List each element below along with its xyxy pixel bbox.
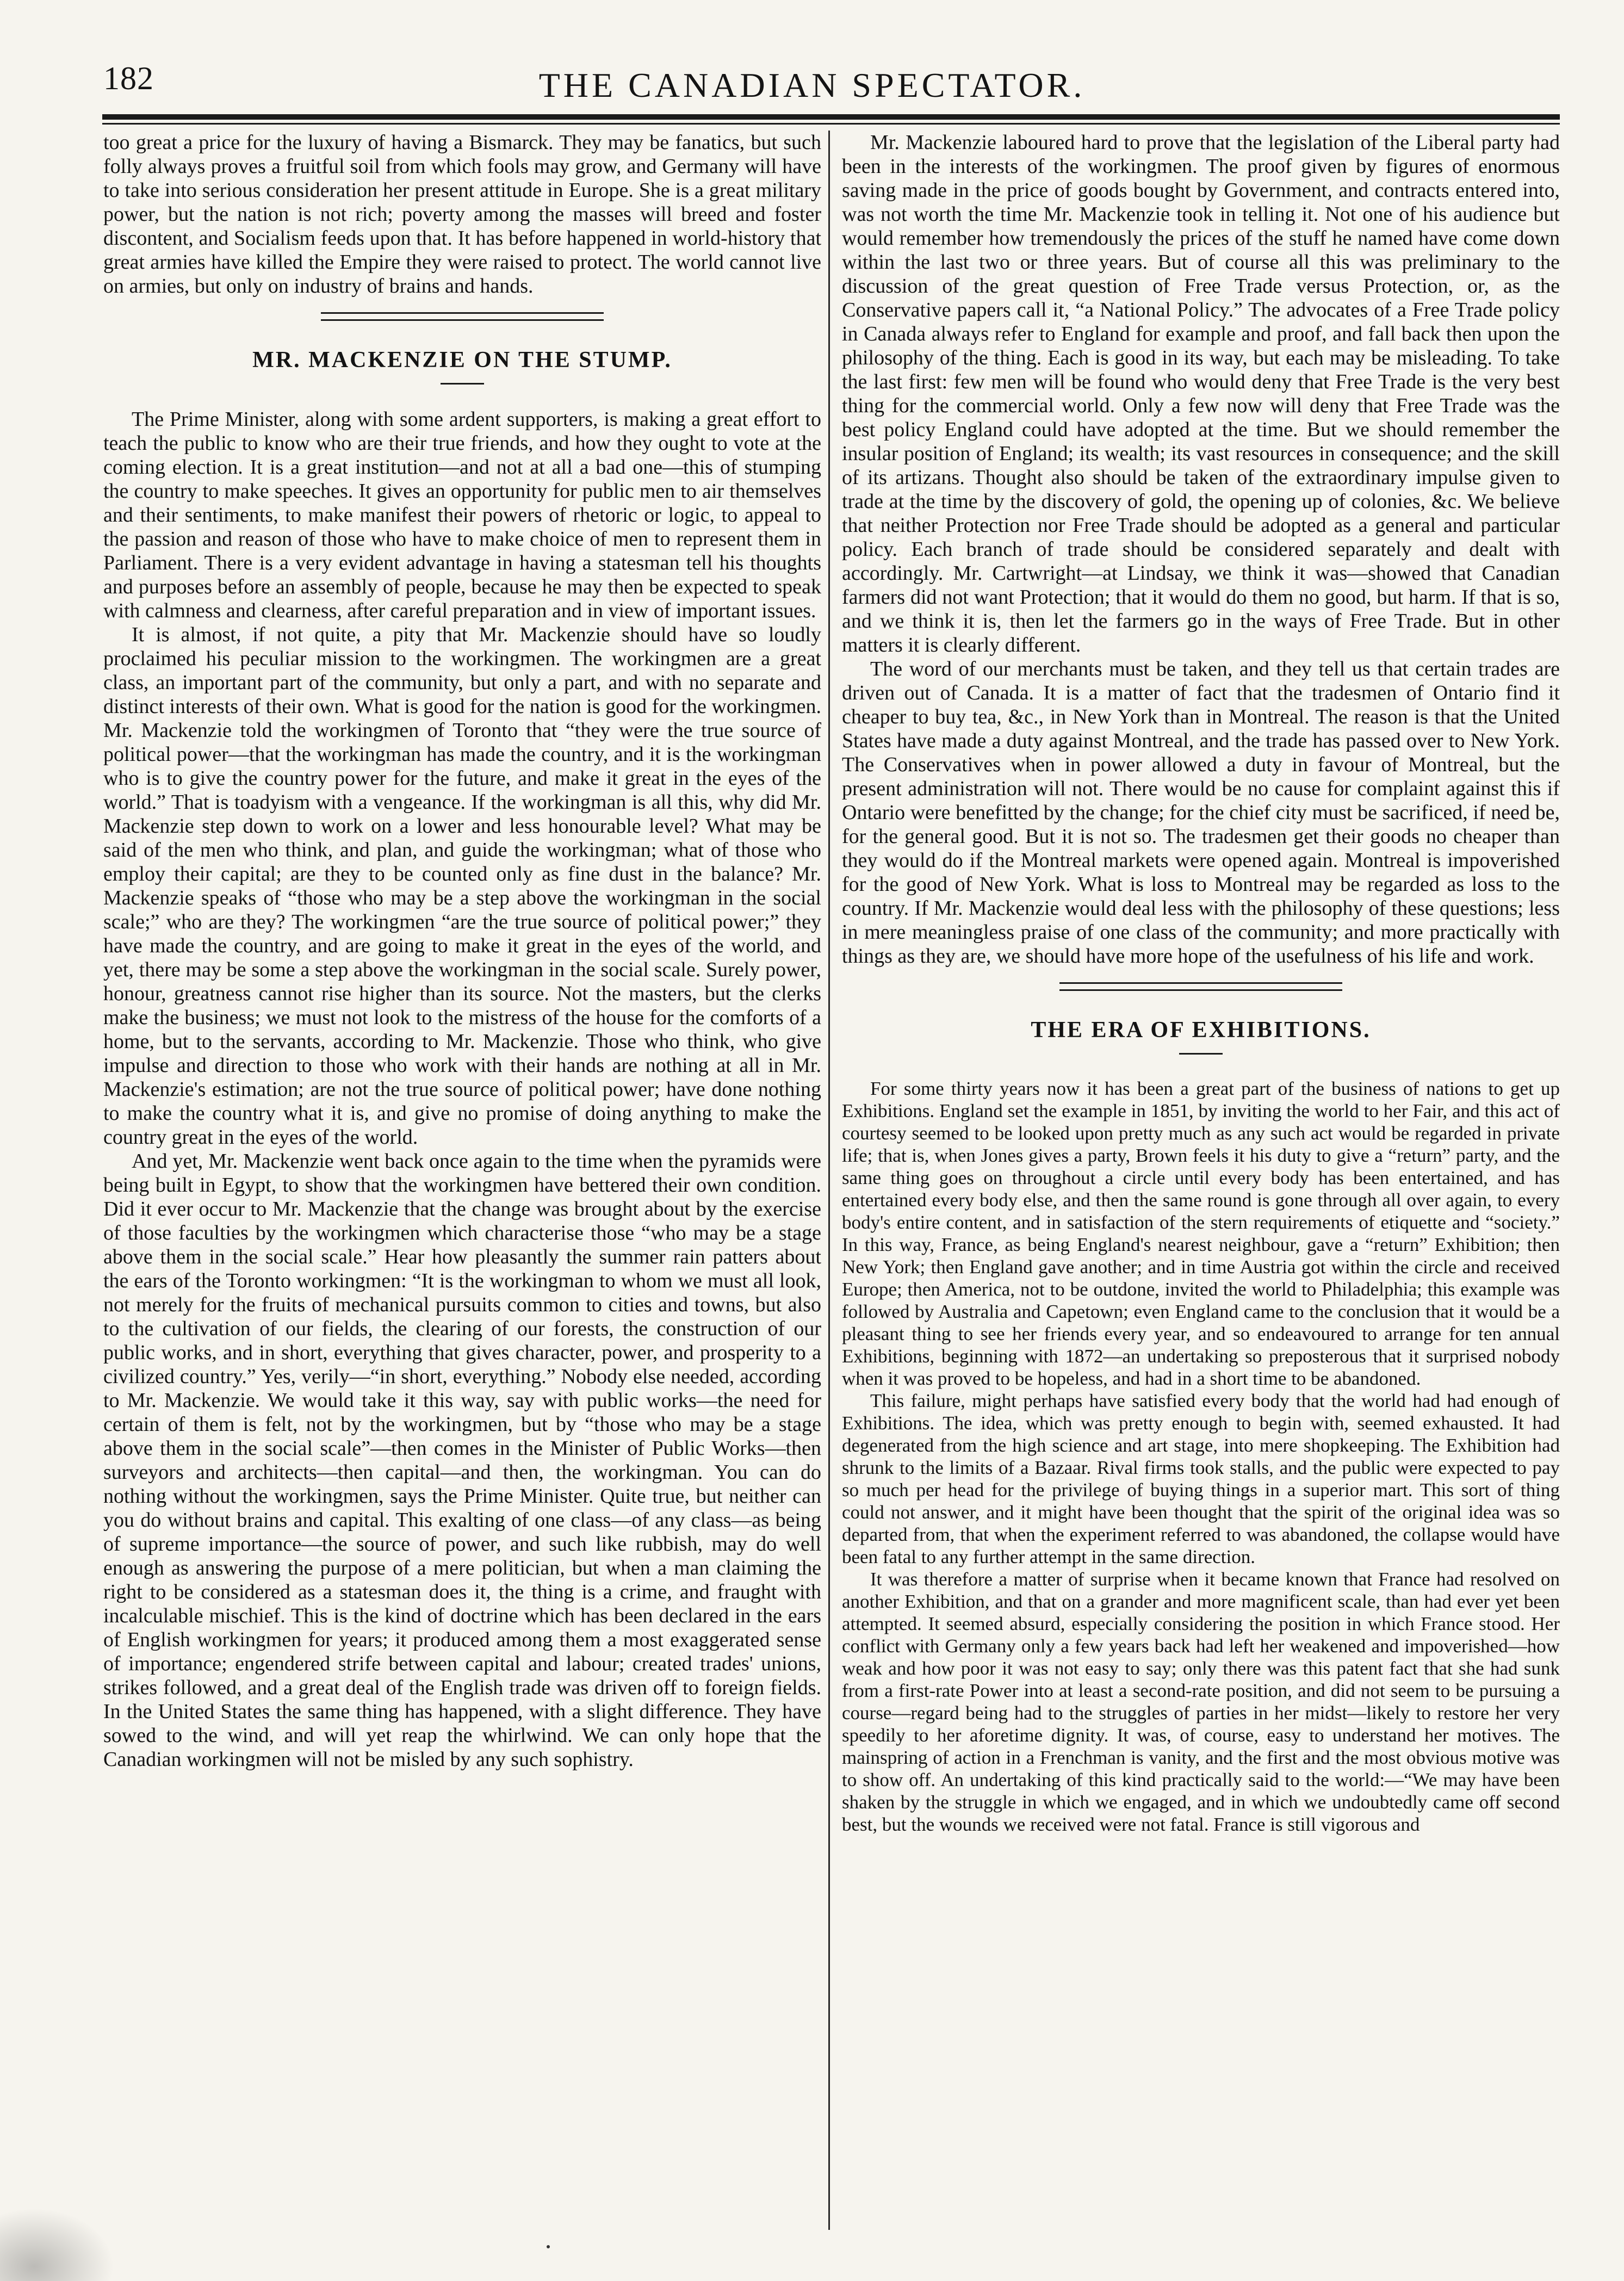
article-title-exhibitions: THE ERA OF EXHIBITIONS. — [1031, 1018, 1371, 1043]
article-title-mackenzie: MR. MACKENZIE ON THE STUMP. — [252, 348, 672, 373]
article-paragraph: Mr. Mackenzie laboured hard to prove that the legislation of the Liberal party had been in the interests of the workingmen. The proof given by figures of enormous saving made in the price of goods bought by Government, and contracts entered into, was not worth the time Mr. Mackenzie took in telling it. Not one of his audience but would remember how tremendously the prices of the stuff he named have come down within the last two or three years. But of course all this was preliminary to the discussion of the great question of Free Trade versus Protection, or, as the Conservative papers call it, “a National Policy.” The advocates of a Free Trade policy in Canada always refer to England for example and proof, and fall back then upon the philosophy of the thing. Each is good in its way, but each may be misleading. To take the last first: few men will be found who would deny that Free Trade is the very best thing for the commercial world. Only a few now will deny that Free Trade was the best policy England could have adopted at the time. But we should remember the insular position of England; its wealth; its vast resources in consequence; and the skill of its artizans. Thought also should be taken of the extraordinary impulse given to trade at the time by the discovery of gold, the opening up of colonies, &c. We believe that neither Protection nor Free Trade should be adopted as a general and particular policy. Each branch of trade should be considered separately and dealt with accordingly. Mr. Cartwright—at Lindsay, we think it was—showed that Canadian farmers did not want Protection; that it would do them no good, but harm. If that is so, and we think it is, then let the farmers go in the ways of Free Trade. But in other matters it is clearly different. — [842, 131, 1560, 656]
article-paragraph: For some thirty years now it has been a great part of the business of nations to get up Exhibitions. England set the example in 1851, by inviting the world to her Fair, and this act of courtesy seemed to be looked upon pretty much as any such act would be regarded in private life; that is, when Jones gives a party, Brown feels it his duty to give a “return” party, and the same thing goes on throughout a circle until every body has been entertained, and has entertained every body else, and then the same round is gone through all over again, to every body's entire content, and in satisfaction of the stern requirements of etiquette and “society.” In this way, France, as being England's nearest neighbour, gave a “return” Exhibition; then New York; then England gave another; and in time Austria got within the circle and received Europe; then America, not to be outdone, invited the world to Philadelphia; this example was followed by Australia and Capetown; even England came to the conclusion that it would be a pleasant thing to see her friends every year, and so endeavoured to arrange for ten annual Exhibitions, beginning with 1872—an undertaking so preposterous that it surprised nobody when it was proved to be hopeless, and had in a short time to be abandoned. — [842, 1078, 1560, 1389]
article-paragraph: The word of our merchants must be taken, and they tell us that certain trades are driven out of Canada. It is a matter of fact that the tradesmen of Ontario find it cheaper to buy tea, &c., in New York than in Montreal. The reason is that the United States have made a duty against Montreal, and the trade has passed over to New York. The Conservatives when in power allowed a duty in favour of Montreal, but the present administration will not. There would be no cause for complaint against this if Ontario were benefitted by the change; for the chief city must be sacrificed, if need be, for the general good. But it is not so. The tradesmen get their goods no cheaper than they would do if the Montreal markets were opened again. Montreal is impoverished for the good of New York. What is loss to Montreal may be regarded as loss to the country. If Mr. Mackenzie would deal less with the philosophy of these questions; less in mere meaningless praise of one class of the community; and more practically with things as they are, we should have more hope of the usefulness of his life and work. — [842, 658, 1560, 968]
page-number: 182 — [103, 60, 154, 96]
masthead: THE CANADIAN SPECTATOR. — [538, 66, 1086, 104]
left-column — [103, 131, 821, 1771]
article-paragraph: It was therefore a matter of surprise when it became known that France had resolved on another Exhibition, and that on a grander and more magnificent scale, than had ever yet been attempted. It seemed absurd, especially considering the position in which France stood. Her conflict with Germany only a few years back had left her weakened and impoverished—how weak and how poor it was not easy to say; only there was this patent fact that she had sunk from a first-rate Power into at least a second-rate position, and did not seem to be pursuing a course—regard being had to the struggles of parties in her midst—likely to restore her very speedily to her aforetime dignity. It was, of course, easy to understand her motives. The mainspring of action in a Frenchman is vanity, and the first and the most obvious motive was to show off. An undertaking of this kind practically said to the world:—“We may have been shaken by the struggle in which we engaged, and in which we undoubtedly came off second best, but the wounds we received were not fatal. France is still vigorous and — [842, 1569, 1560, 1835]
article-paragraph: This failure, might perhaps have satisfied every body that the world had had enough of Exhibitions. The idea, which was pretty enough to begin with, seemed exhausted. It had degenerated from the high science and art stage, into mere shopkeeping. The Exhibition had shrunk to the limits of a Bazaar. Rival firms took stalls, and the public were expected to pay so much per head for the privilege of buying things in a superior mart. This sort of thing could not answer, and it might have been thought that the spirit of the original idea was so departed from, that when the experiment referred to was abandoned, the collapse would have been fatal to any further attempt in the same direction. — [842, 1390, 1560, 1567]
article-paragraph: And yet, Mr. Mackenzie went back once again to the time when the pyramids were being built in Egypt, to show that the workingmen have bettered their own condition. Did it ever occur to Mr. Mackenzie that the change was brought about by the exercise of those faculties by the workingmen which characterise those “who may be a stage above them in the social scale.” Hear how pleasantly the summer rain patters about the ears of the Toronto workingmen: “It is the workingman to whom we must all look, not merely for the fruits of mechanical pursuits common to cities and towns, but also to the cultivation of our fields, the clearing of our forests, the construction of our public works, and in short, everything that gives character, power, and prosperity to a civilized country.” Yes, verily—“in short, everything.” Nobody else needed, according to Mr. Mackenzie. We would take it this way, say with public works—the need for certain of them is felt, not by the workingmen, but by “those who may be a stage above them in the social scale”—then comes in the Minister of Public Works—then surveyors and architects—then capital—and then, the workingman. You can do nothing without the workingmen, says the Prime Minister. Quite true, but neither can you do without brains and capital. This exalting of one class—of any class—as being of supreme importance—the source of power, and such like rubbish, may do well enough as answering the purpose of a mere politician, but when a man claiming the right to be considered as a statesman does it, the thing is a crime, and fraught with incalculable mischief. This is the kind of doctrine which has been declared in the ears of English workingmen for years; it produced among them a most exaggerated sense of importance; engendered strife between capital and labour; created trades' unions, strikes followed, and a great deal of the English trade was driven off to foreign fields. In the United States the same thing has happened, with a slight difference. They have sowed to the wind, and will yet reap the whirlwind. We can only hope that the Canadian workingmen will not be misled by any such sophistry. — [103, 1150, 821, 1771]
article-paragraph: The Prime Minister, along with some ardent supporters, is making a great effort to teach the public to know who are their true friends, and how they ought to vote at the coming election. It is a great institution—and not at all a bad one—this of stumping the country to make speeches. It gives an opportunity for public men to air themselves and their sentiments, to make manifest their powers of rhetoric or logic, to appeal to the passion and reason of those who have to make choice of men to represent them in Parliament. There is a very evident advantage in having a statesman tell his thoughts and purposes before an assembly of people, because he may then be expected to speak with calmness and clearness, after careful preparation and in view of important issues. — [103, 408, 821, 622]
page-smudge — [0, 2208, 114, 2281]
column-divider — [828, 131, 830, 2230]
masthead-rule-thin — [102, 123, 1560, 125]
section-divider — [321, 312, 604, 321]
exhibitions-article-body — [842, 1077, 1560, 1836]
article-paragraph: It is almost, if not quite, a pity that Mr. Mackenzie should have so loudly proclaimed his peculiar mission to the workingmen. The workingmen are a great class, an important part of the community, but only a part, and with no separate and distinct interests of their own. What is good for the nation is good for the workingmen. Mr. Mackenzie told the workingmen of Toronto that “they were the true source of political power—that the workingman has made the country, and it is the workingman who is to give the country power for the future, and make it great in the eyes of the world.” That is toadyism with a vengeance. If the workingman is all this, why did Mr. Mackenzie step down to work on a lower and less honourable level? What may be said of the men who think, and plan, and guide the workingman; what of those who employ their capital; are they to be counted only as fine dust in the balance? Mr. Mackenzie speaks of “those who may be a step above the workingman in the social scale;” who are they? The workingmen “are the true source of political power;” they have made the country, and are going to make it great in the eyes of the world, and yet, there may be some a step above the workingman in the social scale. Surely power, honour, greatness cannot rise higher than its source. Not the masters, but the clerks make the business; we must not look to the mistress of the house for the comforts of a home, but to the servants, according to Mr. Mackenzie. Those who think, who give impulse and direction to those who work with their hands are nothing at all in Mr. Mackenzie's estimation; are not the true source of political power; have done nothing to make the country what it is, and give no promise of doing anything to make the country great in the eyes of the world. — [103, 623, 821, 1149]
title-dash — [1179, 1053, 1223, 1055]
title-dash — [441, 383, 484, 385]
right-column — [842, 131, 1560, 1836]
masthead-rule-thick — [102, 114, 1560, 120]
footer-mark — [547, 2245, 550, 2248]
continued-paragraph: too great a price for the luxury of having a Bismarck. They may be fanatics, but such folly always proves a fruitful soil from which fools may grow, and Germany will have to take into serious consideration her present attitude in Europe. She is a great military power, but the nation is not rich; poverty among the masses will breed and foster discontent, and Socialism feeds upon that. It has before happened in world-history that great armies have killed the Empire they were raised to protect. The world cannot live on armies, but only on industry of brains and hands. — [103, 131, 821, 297]
section-divider — [1059, 982, 1342, 991]
